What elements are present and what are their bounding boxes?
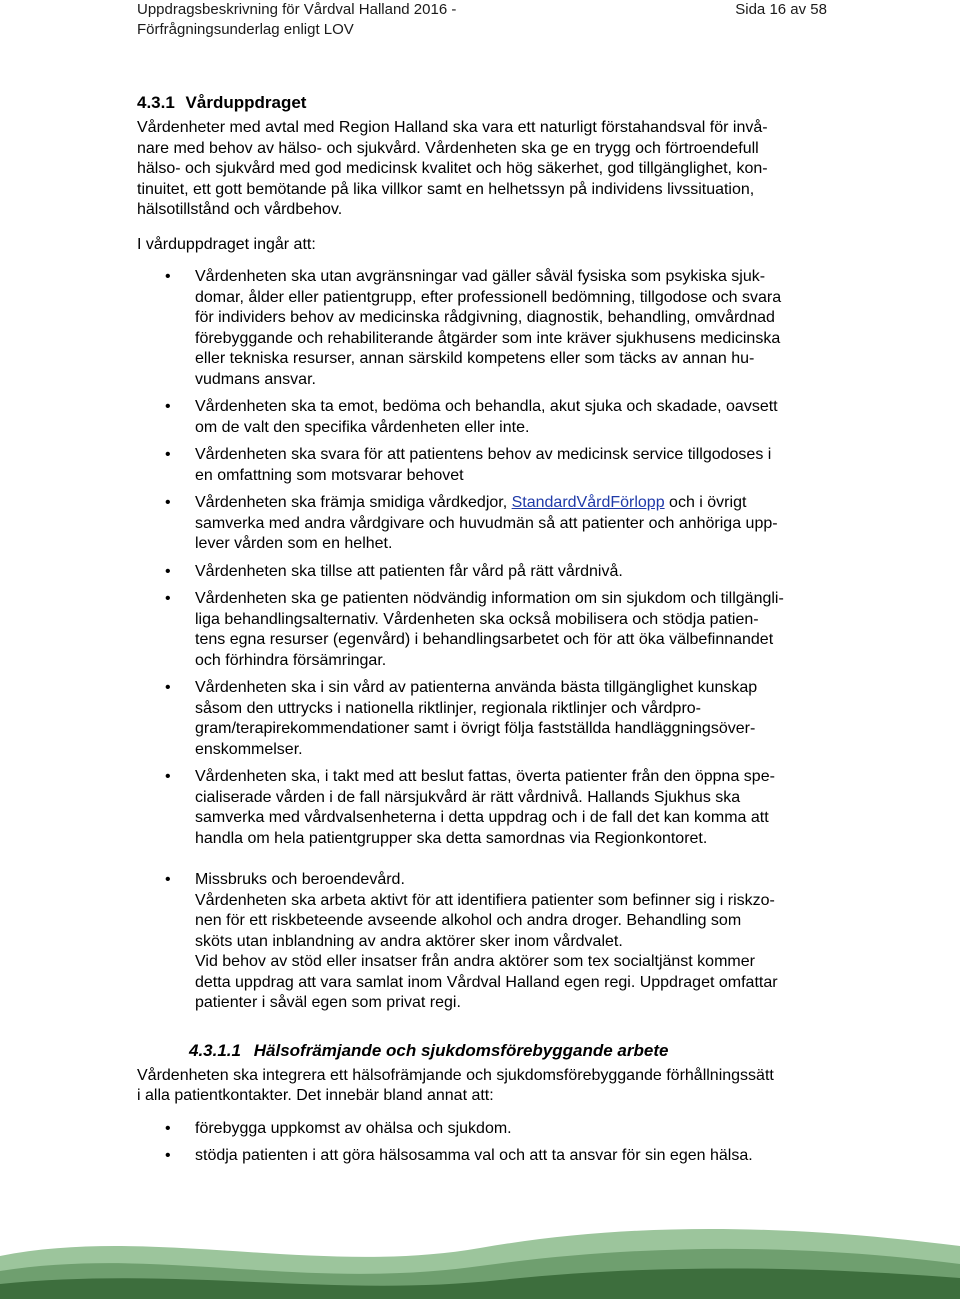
list-item	[137, 589, 842, 671]
text-line: cialiserade vården i de fall närsjukvård är rätt vårdnivå. Hallands Sjukhus ska	[195, 788, 741, 806]
text-line: Vårdenheten ska i sin vård av patienterna använda bästa tillgänglighet kunskap	[195, 679, 758, 696]
main-content	[137, 92, 842, 1174]
list-item	[137, 445, 842, 486]
bullet-icon: •	[165, 446, 171, 463]
list-item	[137, 1146, 842, 1167]
text-line: enskommelser.	[195, 740, 303, 758]
text-line: vudmans ansvar.	[195, 370, 316, 388]
page-number: Sida 16 av 58	[735, 1, 827, 18]
list-intro: I vårduppdraget ingår att:	[137, 235, 316, 253]
subsection-heading	[189, 1040, 842, 1062]
list-item	[137, 562, 842, 583]
bullet-icon: •	[165, 562, 171, 580]
text-line: samverka med vårdvalsenheterna i detta uppdrag och i de fall det kan komma att	[195, 809, 769, 826]
text-line: om de valt den specifika vårdenheten eller inte.	[195, 418, 530, 436]
text-line: handla om hela patientgrupper ska detta samordnas via Regionkontoret.	[195, 829, 708, 847]
text-line: liga behandlingsalternativ. Vårdenheten ska också mobilisera och stödja patien-	[195, 610, 759, 628]
list-item	[137, 267, 842, 390]
section-number: 4.3.1	[137, 93, 175, 112]
text-line: Vårdenheten ska svara för att patientens behov av medicinsk service tillgodoses i	[195, 446, 772, 463]
text-line: Vårdenheten ska integrera ett hälsofrämjande och sjukdomsförebyggande förhållningssätt	[137, 1066, 774, 1084]
text-line: såsom den uttrycks i nationella riktlinjer, regionala riktlinjer och vårdpro-	[195, 699, 701, 717]
text-line: tinuitet, ett gott bemötande på lika villkor samt en helhetssyn på individens livssituation,	[137, 180, 755, 198]
section-heading	[137, 92, 842, 114]
document-title	[137, 0, 456, 40]
text-line: hälso- och sjukvård med god medicinsk kvalitet och hög säkerhet, god tillgänglighet, kon-	[137, 160, 768, 177]
list-item	[137, 1119, 842, 1140]
text-line: Vårdenheten ska tillse att patienten får vård på rätt vårdnivå.	[195, 562, 623, 580]
bullet-icon: •	[165, 1119, 171, 1137]
bullet-icon: •	[165, 768, 171, 785]
text-line: lever vården som en helhet.	[195, 535, 393, 552]
text-line: i alla patientkontakter. Det innebär bland annat att:	[137, 1087, 494, 1104]
document-title-line: Förfrågningsunderlag enligt LOV	[137, 21, 354, 38]
text-line: samverka med andra vårdgivare och huvudmän så att patienter och anhöriga upp-	[195, 514, 778, 532]
text-line: Vårdenheten ska ge patienten nödvändig information om sin sjukdom och tillgängli-	[195, 590, 784, 607]
bullet-icon: •	[165, 494, 171, 511]
text-line: domar, ålder eller patientgrupp, efter professionell bedömning, tillgodose och svara	[195, 288, 782, 306]
page-header	[137, 0, 827, 40]
text-line: detta uppdrag att vara samlat inom Vårdval Halland egen regi. Uppdraget omfattar	[195, 973, 778, 991]
text-line-with-link	[195, 493, 842, 514]
standardvardforlopp-link[interactable]: StandardVårdFörlopp	[511, 494, 665, 511]
bullet-icon: •	[165, 679, 171, 696]
intro-paragraph	[137, 118, 842, 221]
text-line: hälsotillstånd och vårdbehov.	[137, 201, 343, 218]
text-line: gram/terapirekommendationer samt i övrigt följa fastställda handläggningsöver-	[195, 720, 756, 737]
list-item	[137, 678, 842, 760]
assignment-list	[137, 267, 842, 1014]
link-prefix: Vårdenheten ska främja smidiga vårdkedjor,	[195, 494, 512, 511]
text-line: Vårdenheten ska ta emot, bedöma och behandla, akut sjuka och skadade, oavsett	[195, 398, 778, 415]
text-line: Vid behov av stöd eller insatser från andra aktörer som tex socialtjänst kommer	[195, 953, 755, 970]
subsection-intro	[137, 1066, 842, 1107]
bullet-icon: •	[165, 268, 171, 285]
footer-wave-decoration	[0, 1216, 960, 1299]
text-line: Vårdenheter med avtal med Region Halland ska vara ett naturligt förstahandsval för invå-	[137, 119, 768, 136]
section-title: Vårduppdraget	[185, 93, 307, 112]
text-line: eller tekniska resurser, annan särskild kompetens eller som täcks av annan hu-	[195, 350, 755, 367]
text-line: för individers behov av medicinska rådgivning, diagnostik, behandling, omvårdnad	[195, 309, 775, 326]
list-item	[137, 397, 842, 438]
list-item	[137, 870, 842, 1014]
text-line: Vårdenheten ska, i takt med att beslut fattas, överta patienter från den öppna spe-	[195, 768, 775, 785]
bullet-icon: •	[165, 871, 171, 888]
bullet-icon: •	[165, 1147, 171, 1164]
link-suffix: och i övrigt	[664, 494, 747, 511]
text-line: Missbruks och beroendevård.	[195, 871, 405, 888]
document-title-line: Uppdragsbeskrivning för Vårdval Halland 2016 -	[137, 1, 457, 18]
text-line: nen för ett riskbeteende avseende alkohol och andra droger. Behandling som	[195, 912, 742, 929]
text-line: förebygga uppkomst av ohälsa och sjukdom.	[195, 1119, 512, 1137]
text-line: en omfattning som motsvarar behovet	[195, 466, 464, 484]
list-item	[137, 493, 842, 555]
text-line: förebyggande och rehabiliterande åtgärder som inte kräver sjukhusens medicinska	[195, 329, 781, 347]
text-line: Vårdenheten ska arbeta aktivt för att identifiera patienter som befinner sig i riskzo-	[195, 891, 775, 909]
bullet-icon: •	[165, 590, 171, 607]
text-line: patienter i såväl egen som privat regi.	[195, 994, 461, 1011]
text-line: Vårdenheten ska utan avgränsningar vad gäller såväl fysiska som psykiska sjuk-	[195, 268, 766, 285]
text-line: sköts utan inblandning av andra aktörer sker inom vårdvalet.	[195, 932, 623, 950]
health-promotion-list	[137, 1119, 842, 1167]
bullet-icon: •	[165, 398, 171, 415]
text-line: tens egna resurser (egenvård) i behandlingsarbetet och för att öka välbefinnandet	[195, 631, 774, 648]
text-line: stödja patienten i att göra hälsosamma val och att ta ansvar för sin egen hälsa.	[195, 1147, 753, 1164]
text-line: och förhindra försämringar.	[195, 651, 387, 669]
subsection-title: Hälsofrämjande och sjukdomsförebyggande arbete	[253, 1040, 669, 1060]
text-line: nare med behov av hälso- och sjukvård. Vårdenheten ska ge en trygg och förtroendefull	[137, 139, 759, 157]
subsection-number: 4.3.1.1	[189, 1040, 241, 1060]
list-item	[137, 767, 842, 849]
